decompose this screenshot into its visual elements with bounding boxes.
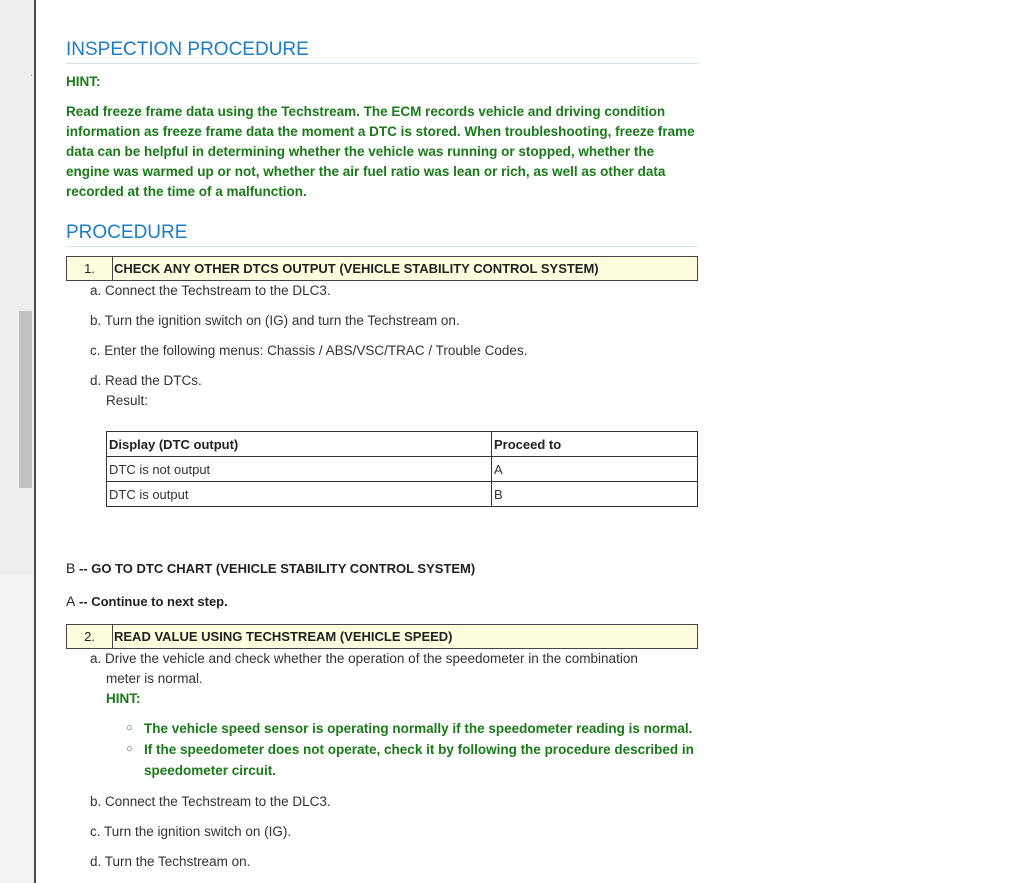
branch-b <box>66 560 475 576</box>
step-number: 2. <box>67 625 113 648</box>
list-item-text: If the speedometer does not operate, check it by following the procedure described in speedometer circuit. <box>144 742 694 778</box>
table-header-row <box>107 432 698 457</box>
step-2-item-a-continued: meter is normal. <box>106 671 203 686</box>
branch-letter: A <box>66 593 76 609</box>
list-item <box>126 739 724 781</box>
step-title: CHECK ANY OTHER DTCS OUTPUT (VEHICLE STABILITY CONTROL SYSTEM) <box>114 261 599 276</box>
procedure-heading: PROCEDURE <box>66 221 698 247</box>
step-2-hint-list <box>106 718 724 781</box>
scrollbar-thumb[interactable] <box>19 311 32 488</box>
column-header: Display (DTC output) <box>107 432 492 457</box>
result-label: Result: <box>106 393 149 408</box>
column-header: Proceed to <box>492 432 698 457</box>
bullet-icon: ○ <box>126 743 133 755</box>
gutter-marker: · <box>30 70 33 80</box>
table-cell: DTC is output <box>107 482 492 507</box>
step-number: 1. <box>67 257 113 280</box>
table-row <box>107 482 698 507</box>
branch-text: -- Continue to next step. <box>75 594 228 609</box>
step-2-item-d: d. Turn the Techstream on. <box>90 854 251 869</box>
step-1-header <box>66 256 698 281</box>
hint-label: HINT: <box>66 74 101 89</box>
step-2-item-c: c. Turn the ignition switch on (IG). <box>90 824 292 839</box>
list-item-text: The vehicle speed sensor is operating normally if the speedometer reading is normal. <box>144 721 693 736</box>
branch-a <box>66 593 228 609</box>
step-2-header <box>66 624 698 649</box>
branch-letter: B <box>66 560 76 576</box>
step-title: READ VALUE USING TECHSTREAM (VEHICLE SPEED) <box>114 629 453 644</box>
page-divider <box>34 0 36 883</box>
table-row <box>107 457 698 482</box>
dtc-result-table <box>106 431 698 507</box>
freeze-frame-hint-text: Read freeze frame data using the Techstream. The ECM records vehicle and driving condition information as freeze frame data the moment a DTC is stored. When troubleshooting, freeze frame data can be helpful in determining whether the vehicle was running or stopped, whether the engine was warmed up or not, whether the air fuel ratio was lean or rich, as well as other data recorded at the time of a malfunction. <box>66 104 695 199</box>
list-item <box>126 718 724 739</box>
step-1-item-a: a. Connect the Techstream to the DLC3. <box>90 283 331 298</box>
table-cell: DTC is not output <box>107 457 492 482</box>
bullet-icon: ○ <box>126 722 133 734</box>
step-2-item-b: b. Connect the Techstream to the DLC3. <box>90 794 331 809</box>
step-1-item-b: b. Turn the ignition switch on (IG) and turn the Techstream on. <box>90 313 460 328</box>
step-2-item-a: a. Drive the vehicle and check whether the operation of the speedometer in the combination <box>90 651 638 666</box>
step-2-hint-label: HINT: <box>106 691 141 706</box>
step-1-item-d: d. Read the DTCs. <box>90 373 202 388</box>
left-gutter <box>0 0 34 883</box>
gutter-rail <box>0 0 34 575</box>
step-1-item-c: c. Enter the following menus: Chassis / ABS/VSC/TRAC / Trouble Codes. <box>90 343 528 358</box>
inspection-procedure-heading: INSPECTION PROCEDURE <box>66 38 698 64</box>
table-cell: B <box>492 482 698 507</box>
table-cell: A <box>492 457 698 482</box>
branch-text: -- GO TO DTC CHART (VEHICLE STABILITY CONTROL SYSTEM) <box>75 561 476 576</box>
